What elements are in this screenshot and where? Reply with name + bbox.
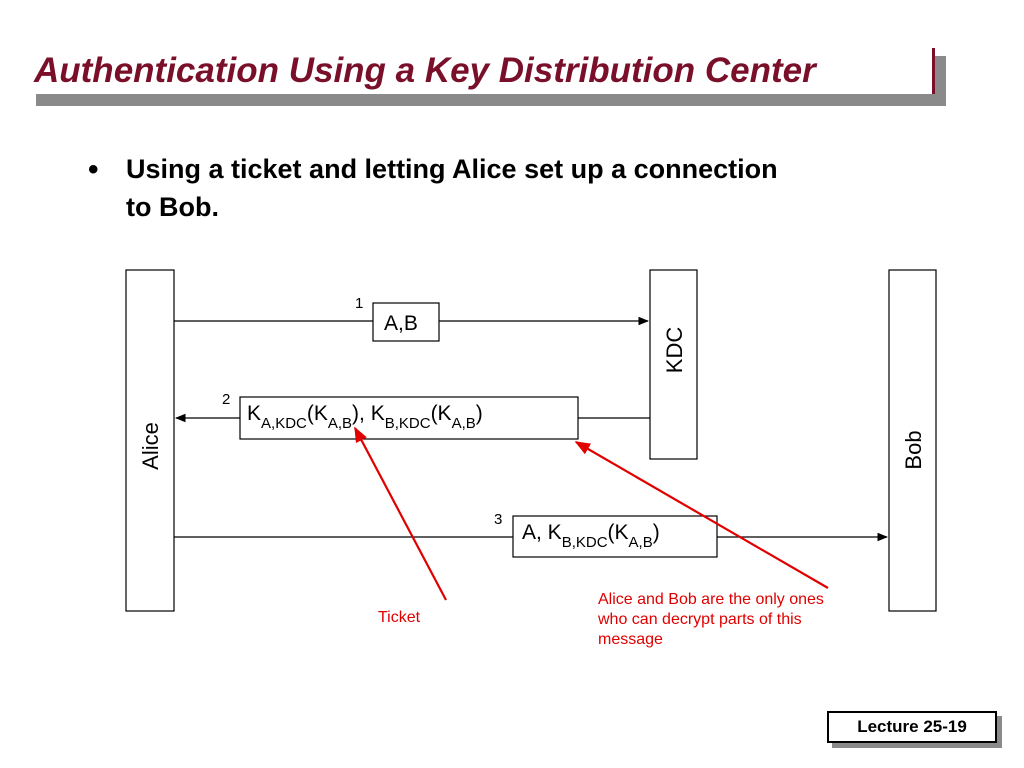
ticket-annotation: Ticket: [378, 609, 421, 626]
note-annotation-line-2: who can decrypt parts of this: [598, 611, 802, 628]
note-annotation-line-3: message: [598, 631, 663, 648]
bullet-text: Using a ticket and letting Alice set up a connection to Bob.: [126, 154, 778, 222]
lecture-number: Lecture 25-19: [827, 711, 997, 743]
message-3-content: A, $K_{B,KDC}(K_{A,B})$: [522, 521, 660, 551]
message-2-content: $K_{A,KDC}(K_{A,B})$, $K_{B,KDC}(K_{A,B})$: [247, 402, 483, 432]
bob-label: Bob: [901, 430, 926, 470]
message-1-content: A,B: [384, 312, 418, 335]
kdc-label: KDC: [662, 326, 687, 374]
message-2-number: 2: [222, 391, 231, 408]
note-pointer-arrow: [576, 442, 828, 588]
alice-label: Alice: [138, 422, 163, 470]
ticket-pointer-arrow: [355, 428, 446, 600]
bullet-dot: •: [88, 153, 99, 186]
message-1-number: 1: [355, 295, 364, 312]
message-3-number: 3: [494, 511, 503, 528]
slide-title: Authentication Using a Key Distribution Center: [34, 51, 816, 90]
note-annotation-line-1: Alice and Bob are the only ones: [598, 591, 824, 608]
